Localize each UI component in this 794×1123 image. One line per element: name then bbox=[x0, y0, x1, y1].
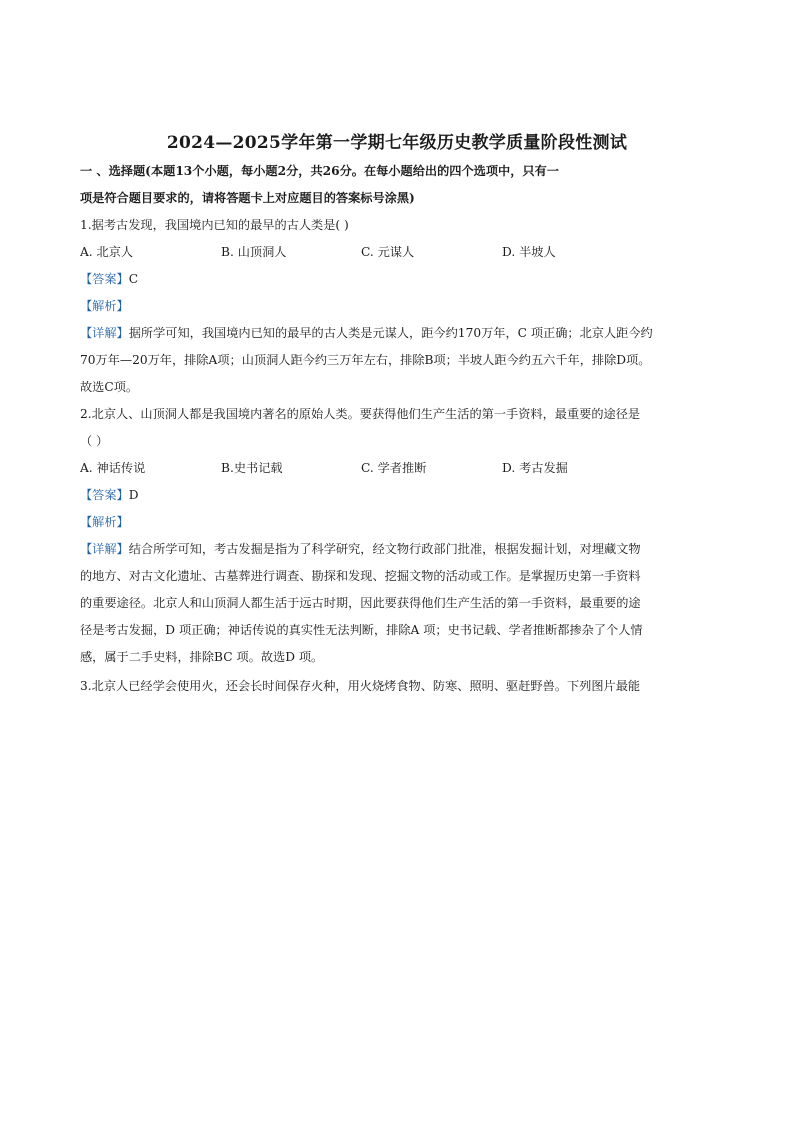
question-3-stem: 3.北京人已经学会使用火，还会长时间保存火种，用火烧烤食物、防寒、照明、驱赶野兽。下列图片最能 bbox=[80, 679, 641, 693]
answer-value: D bbox=[128, 488, 139, 502]
section-header-line-1: 一 、选择题(本题13个小题，每小题2分，共26分。在每小题给出的四个选项中，只有一 bbox=[80, 164, 559, 178]
option-b: B.史书记载 bbox=[221, 461, 283, 475]
section-header-line-2: 项是符合题目要求的，请将答题卡上对应题目的答案标号涂黑) bbox=[80, 191, 415, 205]
question-2-detail-line-3: 的重要途径。北京人和山顶洞人都生活于远古时期，因此要获得他们生产生活的第一手资料，最重要的途 bbox=[80, 596, 641, 610]
option-a: A. 北京人 bbox=[80, 245, 134, 259]
answer-label: 【答案】 bbox=[80, 272, 129, 286]
analysis-label: 【解析】 bbox=[80, 299, 129, 313]
option-d: D. 考古发掘 bbox=[502, 461, 568, 475]
option-d: D. 半坡人 bbox=[502, 245, 556, 259]
detail-label: 【详解】 bbox=[80, 542, 129, 556]
option-c: C. 元谋人 bbox=[361, 245, 415, 259]
option-b: B. 山顶洞人 bbox=[221, 245, 287, 259]
question-1-detail-line-3: 故选C项。 bbox=[80, 380, 139, 394]
analysis-label: 【解析】 bbox=[80, 515, 129, 529]
question-1-answer bbox=[80, 270, 660, 288]
question-2-stem-line-1: 2.北京人、山顶洞人都是我国境内著名的原始人类。要获得他们生产生活的第一手资料，最重要的途径是 bbox=[80, 407, 641, 421]
question-2-stem-line-2: （ ） bbox=[80, 434, 109, 448]
question-1-detail-line-2: 70万年—20万年，排除A项；山顶洞人距今约三万年左右，排除B项；半坡人距今约五六千年，排除D项。 bbox=[80, 353, 651, 367]
option-c: C. 学者推断 bbox=[361, 461, 427, 475]
question-2-detail-line-5: 感，属于二手史料，排除BC 项。故选D 项。 bbox=[80, 650, 324, 664]
detail-text: 结合所学可知，考古发掘是指为了科学研究，经文物行政部门批准，根据发掘计划，对埋藏文物 bbox=[128, 542, 641, 556]
answer-label: 【答案】 bbox=[80, 488, 129, 502]
option-a: A. 神话传说 bbox=[80, 461, 146, 475]
answer-value: C bbox=[128, 272, 139, 286]
question-2-analysis-label bbox=[80, 513, 660, 531]
question-1-stem: 1.据考古发现，我国境内已知的最早的古人类是( ) bbox=[80, 218, 349, 232]
question-2-detail-line-2: 的地方、对古文化遗址、古墓葬进行调查、勘探和发现、挖掘文物的活动或工作。是掌握历史第一手资料 bbox=[80, 569, 641, 583]
question-1-detail-line-1 bbox=[80, 324, 660, 342]
detail-label: 【详解】 bbox=[80, 326, 129, 340]
page-title: 2024—2025学年第一学期七年级历史教学质量阶段性测试 bbox=[166, 133, 628, 153]
question-2-detail-line-4: 径是考古发掘，D 项正确；神话传说的真实性无法判断，排除A 项；史书记载、学者推断都掺杂了个人情 bbox=[80, 623, 643, 637]
question-2-answer bbox=[80, 486, 660, 504]
detail-text: 据所学可知，我国境内已知的最早的古人类是元谋人，距今约170万年，C 项正确；北京人距今约 bbox=[128, 326, 653, 340]
question-1-analysis-label bbox=[80, 297, 660, 315]
question-2-detail-line-1 bbox=[80, 540, 660, 558]
